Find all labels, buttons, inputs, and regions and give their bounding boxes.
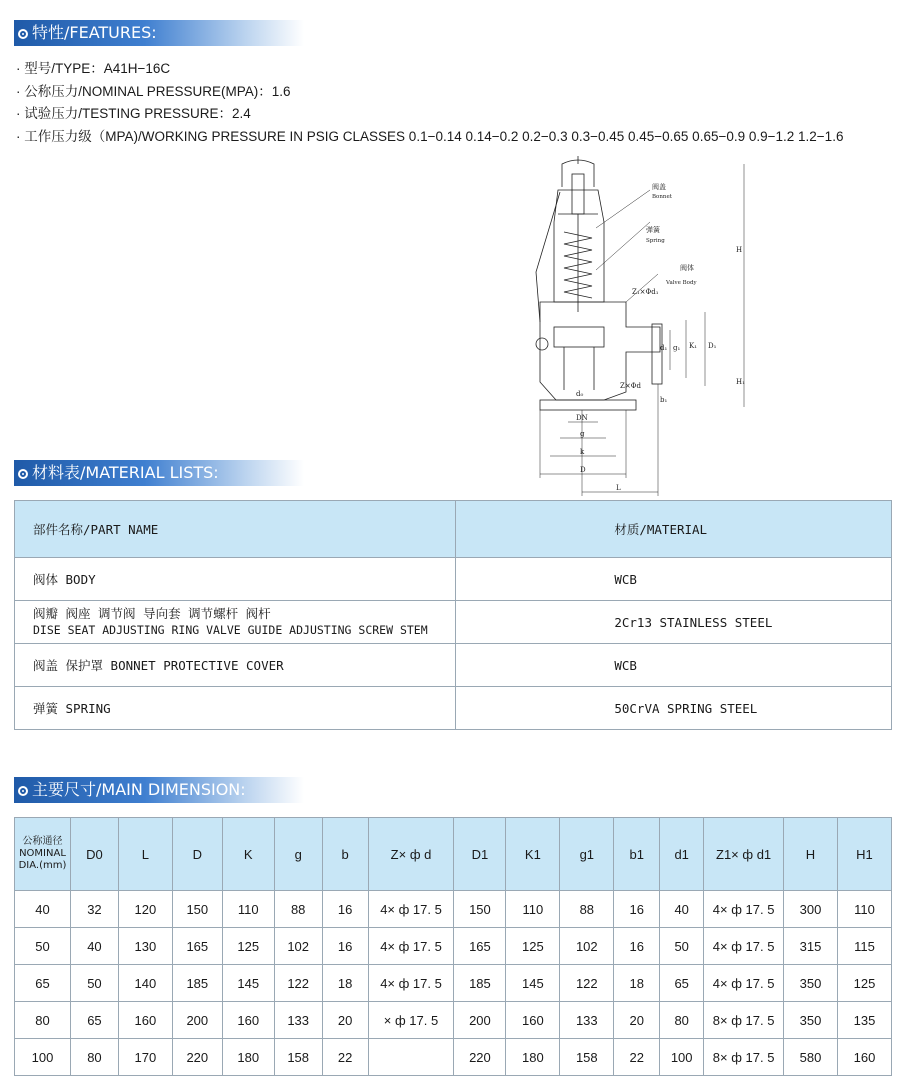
dim-H1-label: H₁ — [736, 378, 745, 386]
table-cell: 102 — [274, 928, 322, 965]
column-header: H — [784, 818, 838, 891]
features-list — [16, 58, 843, 148]
table-cell: 16 — [322, 891, 368, 928]
table-cell: 88 — [274, 891, 322, 928]
dim-D1-label: D₁ — [708, 342, 717, 350]
table-cell: 22 — [614, 1039, 660, 1076]
spring-en-label: Spring — [646, 238, 665, 244]
table-cell: 40 — [70, 928, 118, 965]
column-header: Z× ф d — [368, 818, 454, 891]
materials-title: 材料表/MATERIAL LISTS: — [32, 463, 219, 482]
table-cell: 145 — [506, 965, 560, 1002]
table-cell: 20 — [322, 1002, 368, 1039]
table-cell: 4× ф 17. 5 — [704, 928, 784, 965]
table-cell: 135 — [837, 1002, 891, 1039]
part-en-line: DISE SEAT ADJUSTING RING VALVE GUIDE ADJUSTING SCREW STEM — [33, 623, 428, 637]
dim-L-label: L — [616, 484, 621, 492]
table-cell: 4× ф 17. 5 — [368, 891, 454, 928]
table-row — [15, 965, 892, 1002]
table-cell: 150 — [172, 891, 222, 928]
table-cell: 160 — [222, 1002, 274, 1039]
column-header: D1 — [454, 818, 506, 891]
part-name-header: 部件名称/PART NAME — [15, 501, 456, 558]
column-header: b1 — [614, 818, 660, 891]
dim-D-label: D — [580, 466, 586, 474]
material-cell: WCB — [456, 644, 892, 687]
table-row — [15, 601, 892, 644]
part-cell: 阀体 BODY — [15, 558, 456, 601]
table-cell: 115 — [837, 928, 891, 965]
table-cell: 18 — [614, 965, 660, 1002]
features-section-header — [14, 20, 304, 46]
nominal-dia-header: 公称通径 NOMINAL DIA.(mm) — [15, 818, 71, 891]
table-row — [15, 644, 892, 687]
table-cell: 88 — [560, 891, 614, 928]
valve-drawing — [500, 152, 760, 497]
table-cell: 120 — [118, 891, 172, 928]
table-cell: 110 — [506, 891, 560, 928]
table-cell: 150 — [454, 891, 506, 928]
column-header: K — [222, 818, 274, 891]
table-cell: 180 — [222, 1039, 274, 1076]
table-cell: 140 — [118, 965, 172, 1002]
part-cell: 阀盖 保护罩 BONNET PROTECTIVE COVER — [15, 644, 456, 687]
bullet-icon — [18, 786, 28, 796]
table-cell: 100 — [15, 1039, 71, 1076]
table-cell: 130 — [118, 928, 172, 965]
table-cell: 4× ф 17. 5 — [704, 891, 784, 928]
table-cell: 165 — [454, 928, 506, 965]
table-cell: 102 — [560, 928, 614, 965]
bonnet-en-label: Bonnet — [652, 194, 672, 200]
bullet-icon — [18, 469, 28, 479]
dim-d1-label: d₁ — [660, 344, 668, 352]
bonnet-body-shape — [554, 190, 604, 302]
table-cell: 65 — [15, 965, 71, 1002]
column-header: d1 — [660, 818, 704, 891]
table-cell: 110 — [837, 891, 891, 928]
table-cell: 32 — [70, 891, 118, 928]
table-cell: 133 — [274, 1002, 322, 1039]
table-cell: 8× ф 17. 5 — [704, 1002, 784, 1039]
table-cell: 8× ф 17. 5 — [704, 1039, 784, 1076]
table-cell: 80 — [15, 1002, 71, 1039]
dimension-header-row — [15, 818, 892, 891]
table-cell: 65 — [70, 1002, 118, 1039]
column-header: g — [274, 818, 322, 891]
dimension-section-header — [14, 777, 304, 803]
table-cell: 50 — [15, 928, 71, 965]
body-en-label: Valve Body — [666, 280, 697, 286]
table-cell: 133 — [560, 1002, 614, 1039]
column-header: H1 — [837, 818, 891, 891]
table-cell: 80 — [70, 1039, 118, 1076]
table-cell: 16 — [614, 891, 660, 928]
column-header: K1 — [506, 818, 560, 891]
table-cell: 20 — [614, 1002, 660, 1039]
materials-header-row — [15, 501, 892, 558]
dimension-body — [15, 891, 892, 1076]
dim-DN-label: DN — [576, 414, 588, 422]
material-cell: 50CrVA SPRING STEEL — [456, 687, 892, 730]
table-cell: 300 — [784, 891, 838, 928]
table-cell: 65 — [660, 965, 704, 1002]
table-cell: 18 — [322, 965, 368, 1002]
table-cell: 125 — [222, 928, 274, 965]
table-cell: 40 — [660, 891, 704, 928]
table-cell: 122 — [274, 965, 322, 1002]
dim-Z1-label: Z₁×Φd₁ — [632, 288, 659, 296]
table-row — [15, 1002, 892, 1039]
table-cell: 16 — [614, 928, 660, 965]
table-cell: 125 — [837, 965, 891, 1002]
table-cell: 185 — [454, 965, 506, 1002]
table-cell: 145 — [222, 965, 274, 1002]
lever-shape — [536, 192, 560, 322]
part-cell: 弹簧 SPRING — [15, 687, 456, 730]
dimension-table — [14, 817, 892, 1076]
table-cell: 122 — [560, 965, 614, 1002]
spring-cn-label: 弹簧 — [646, 226, 660, 234]
material-cell: WCB — [456, 558, 892, 601]
table-cell: 170 — [118, 1039, 172, 1076]
materials-table — [14, 500, 892, 730]
table-cell: 158 — [274, 1039, 322, 1076]
column-header: g1 — [560, 818, 614, 891]
table-cell: 580 — [784, 1039, 838, 1076]
feature-type: · 型号/TYPE：A41H−16C — [16, 61, 171, 76]
table-row — [15, 687, 892, 730]
table-row — [15, 891, 892, 928]
table-row — [15, 558, 892, 601]
table-cell: 315 — [784, 928, 838, 965]
part-cn-line: 阀瓣 阀座 调节阀 导向套 调节螺杆 阀杆 — [33, 606, 271, 621]
table-cell: 16 — [322, 928, 368, 965]
feature-testing-pressure: · 试验压力/TESTING PRESSURE：2.4 — [16, 106, 251, 121]
table-row — [15, 928, 892, 965]
table-cell: 40 — [15, 891, 71, 928]
material-cell: 2Cr13 STAINLESS STEEL — [456, 601, 892, 644]
table-cell: 80 — [660, 1002, 704, 1039]
column-header: Z1× ф d1 — [704, 818, 784, 891]
table-cell: 125 — [506, 928, 560, 965]
column-header: L — [118, 818, 172, 891]
inlet-flange-shape — [540, 400, 636, 410]
table-cell: 22 — [322, 1039, 368, 1076]
body-cn-label: 阀体 — [680, 264, 694, 272]
table-cell: 160 — [118, 1002, 172, 1039]
table-cell: 220 — [454, 1039, 506, 1076]
material-header: 材质/MATERIAL — [456, 501, 892, 558]
table-cell: 50 — [70, 965, 118, 1002]
outlet-flange-shape — [652, 324, 662, 384]
table-cell: 4× ф 17. 5 — [368, 965, 454, 1002]
table-cell: × ф 17. 5 — [368, 1002, 454, 1039]
dim-d0-label: d₀ — [576, 390, 584, 398]
dim-g1-label: g₁ — [673, 344, 681, 352]
table-row — [15, 1039, 892, 1076]
table-cell: 200 — [454, 1002, 506, 1039]
part-cell — [15, 601, 456, 644]
table-cell: 165 — [172, 928, 222, 965]
column-header: D — [172, 818, 222, 891]
bonnet-cap-shape — [562, 160, 594, 187]
table-cell: 160 — [837, 1039, 891, 1076]
table-cell: 220 — [172, 1039, 222, 1076]
table-cell: 350 — [784, 965, 838, 1002]
table-cell: 180 — [506, 1039, 560, 1076]
table-cell — [368, 1039, 454, 1076]
table-cell: 350 — [784, 1002, 838, 1039]
table-cell: 50 — [660, 928, 704, 965]
dim-K1-label: K₁ — [689, 342, 698, 350]
features-title: 特性/FEATURES: — [32, 23, 157, 42]
valve-body-shape — [540, 302, 660, 400]
dim-b1-label: b₁ — [660, 396, 668, 404]
table-cell: 4× ф 17. 5 — [368, 928, 454, 965]
dim-g-label: g — [580, 430, 585, 438]
dim-H-label: H — [736, 246, 743, 254]
materials-section-header — [14, 460, 304, 486]
table-cell: 158 — [560, 1039, 614, 1076]
column-header: b — [322, 818, 368, 891]
column-header: D0 — [70, 818, 118, 891]
feature-working-pressure: · 工作压力级（MPA)/WORKING PRESSURE IN PSIG CLASSES 0.1−0.14 0.14−0.2 0.2−0.3 0.3−0.45 0.45−0.65 0.65−0.9 0.9−1.2 1.2−1.6 — [16, 128, 844, 144]
table-cell: 200 — [172, 1002, 222, 1039]
table-cell: 110 — [222, 891, 274, 928]
bonnet-cn-label: 阀盖 — [652, 183, 666, 191]
feature-nominal-pressure: · 公称压力/NOMINAL PRESSURE(MPA)：1.6 — [16, 83, 291, 99]
table-cell: 4× ф 17. 5 — [704, 965, 784, 1002]
table-cell: 160 — [506, 1002, 560, 1039]
dim-k-label: k — [580, 448, 585, 456]
bullet-icon — [18, 29, 28, 39]
dim-Zd-label: Z×Φd — [620, 382, 641, 390]
dimension-title: 主要尺寸/MAIN DIMENSION: — [32, 780, 246, 799]
table-cell: 185 — [172, 965, 222, 1002]
table-cell: 100 — [660, 1039, 704, 1076]
